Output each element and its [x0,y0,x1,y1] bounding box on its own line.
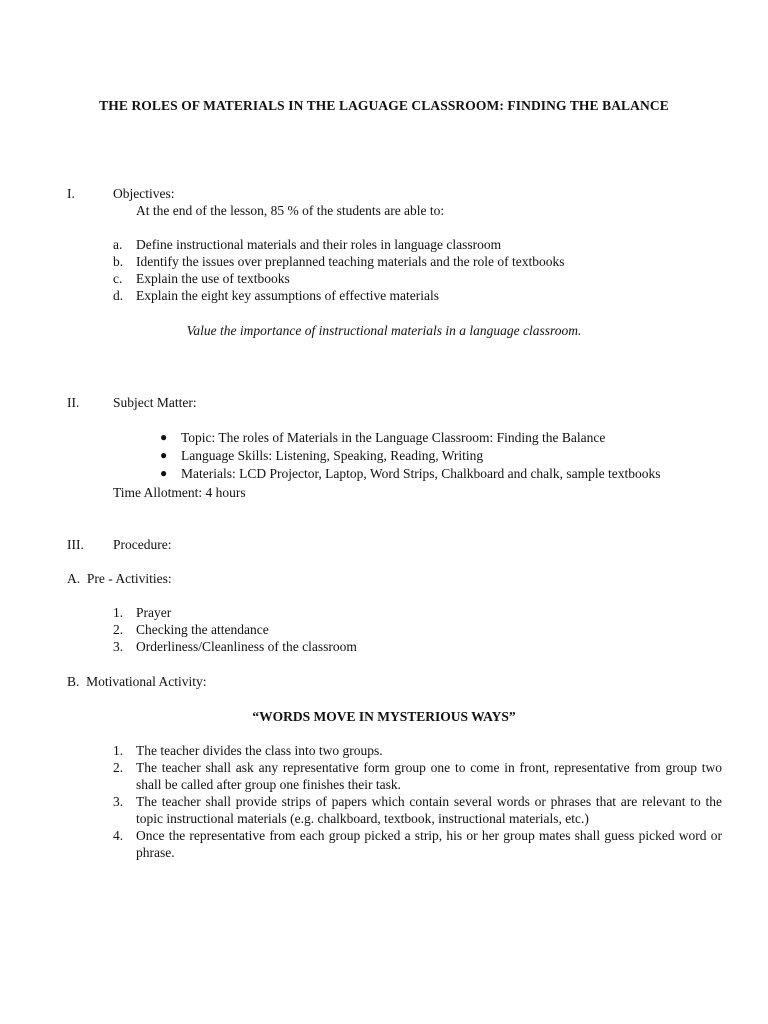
list-marker: c. [113,271,123,286]
list-item-text: Language Skills: Listening, Speaking, Reading, Writing [181,448,484,463]
list-item-text: Once the representative from each group picked a strip, his or her group mates shall guess picked word or phrase. [136,828,722,860]
list-item-text: The teacher divides the class into two groups. [136,743,383,758]
procedure-heading: Procedure: [113,537,172,552]
section-number-objectives: I. [67,186,75,201]
section-number-procedure: III. [67,537,84,552]
list-item-text: The teacher shall ask any representative form group one to come in front, representative from group two shall be called after group one finishes their task. [136,760,722,792]
list-item-text: Orderliness/Cleanliness of the classroom [136,639,357,654]
list-marker: 4. [113,828,124,843]
list-item-text: Identify the issues over preplanned teaching materials and the role of textbooks [136,254,565,269]
list-item-text: The teacher shall provide strips of papers which contain several words or phrases that are relevant to the topic instructional materials (e.g. chalkboard, textbook, instructional materials, etc.) [136,794,722,826]
list-item [113,287,565,304]
list-marker: 1. [113,743,124,758]
bullet-icon: ● [160,448,168,462]
affective-objective: Value the importance of instructional materials in a language classroom. [186,323,582,338]
list-marker: d. [113,288,124,303]
objectives-intro: At the end of the lesson, 85 % of the students are able to: [136,203,445,218]
list-item [160,429,661,446]
list-item [113,759,722,793]
list-item [113,270,565,287]
bullet-icon: ● [160,430,168,444]
list-marker: a. [113,237,123,252]
list-marker: 2. [113,760,124,775]
pre-activities-heading: A. Pre - Activities: [67,571,172,586]
list-item [113,604,357,621]
list-item-text: Topic: The roles of Materials in the Language Classroom: Finding the Balance [181,430,606,445]
list-item-text: Explain the use of textbooks [136,271,290,286]
list-item [113,827,722,861]
list-marker: 3. [113,794,124,809]
pre-activities-list [113,604,357,655]
list-item [160,447,661,464]
list-item [113,742,722,759]
list-item-text: Materials: LCD Projector, Laptop, Word Strips, Chalkboard and chalk, sample textbooks [181,466,661,481]
list-item [113,793,722,827]
list-item-text: Explain the eight key assumptions of effective materials [136,288,440,303]
list-item [113,253,565,270]
bullet-icon: ● [160,466,168,480]
objectives-list [113,236,565,304]
objectives-heading: Objectives: [113,186,175,201]
activity-title: “WORDS MOVE IN MYSTERIOUS WAYS” [252,709,516,724]
list-item [160,465,661,482]
list-item-text: Define instructional materials and their roles in language classroom [136,237,502,252]
list-item [113,236,565,253]
time-allotment: Time Allotment: 4 hours [113,485,246,500]
list-item-text: Prayer [136,605,172,620]
list-marker: b. [113,254,124,269]
list-item-text: Checking the attendance [136,622,269,637]
document-title: THE ROLES OF MATERIALS IN THE LAGUAGE CLASSROOM: FINDING THE BALANCE [99,98,669,113]
subject-matter-list [160,429,661,482]
list-marker: 3. [113,639,124,654]
list-item [113,621,357,638]
list-item [113,638,357,655]
list-marker: 2. [113,622,124,637]
motivational-activity-list [113,742,722,861]
motivational-activity-heading: B. Motivational Activity: [67,674,207,689]
subject-matter-heading: Subject Matter: [113,395,197,410]
section-number-subject-matter: II. [67,395,80,410]
list-marker: 1. [113,605,124,620]
